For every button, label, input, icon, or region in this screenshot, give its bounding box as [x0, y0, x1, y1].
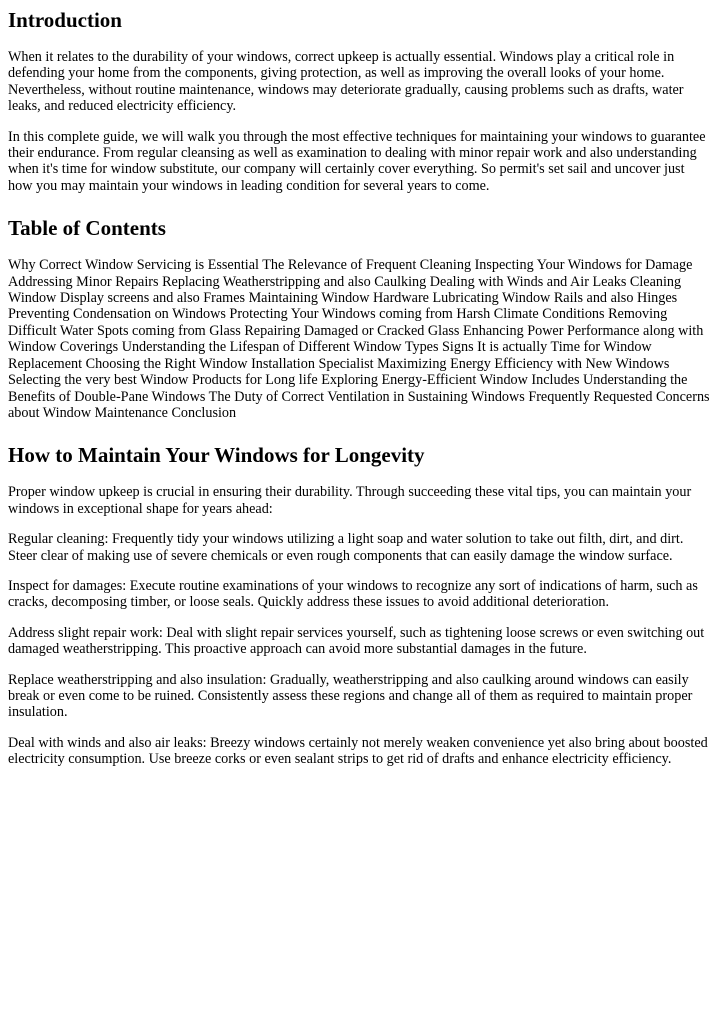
- intro-paragraph: When it relates to the durability of your windows, correct upkeep is actually essential. Windows play a critical role in defending your home from the components, giving protection, as well as improving the overall looks of your home. Nevertheless, without routine maintenance, windows may deteriorate gradually, causing problems such as drafts, water leaks, and reduced electricity efficiency.: [8, 49, 684, 115]
- maintain-paragraph: Deal with winds and also air leaks: Breezy windows certainly not merely weaken convenience yet also bring about boosted electricity consumption. Use breeze corks or even sealant strips to get rid of drafts and enhance electricity efficiency.: [8, 734, 708, 768]
- section-heading-table-of-contents: Table of Contents: [8, 216, 166, 241]
- maintain-paragraph: Inspect for damages: Execute routine examinations of your windows to recognize any sort of indications of harm, such as cracks, decomposing timber, or loose seals. Quickly address these issues to avoid additional deterioration.: [8, 577, 698, 611]
- intro-paragraph: In this complete guide, we will walk you through the most effective techniques for maintaining your windows to guarantee their endurance. From regular cleansing as well as examination to dealing with minor repair work and also understanding when it's time for window substitute, our company will certainly cover everything. So permit's set sail and uncover just how you may maintain your windows in leading condition for several years to come.: [8, 128, 706, 194]
- section-introduction: [8, 8, 712, 194]
- maintain-paragraph: Replace weatherstripping and also insulation: Gradually, weatherstripping and also caulking around windows can easily break or even come to be ruined. Consistently assess these regions and change all of them as required to maintain proper insulation.: [8, 671, 693, 721]
- section-heading-introduction: Introduction: [8, 8, 122, 32]
- section-how-to-maintain: [8, 443, 712, 767]
- maintain-paragraph: Address slight repair work: Deal with slight repair services yourself, such as tightening loose screws or even switching out damaged weatherstripping. This proactive approach can avoid more substantial damages in the future.: [8, 624, 705, 658]
- section-heading-how-to-maintain: How to Maintain Your Windows for Longevity: [8, 443, 425, 468]
- table-of-contents-list: Why Correct Window Servicing is Essential The Relevance of Frequent Cleaning Inspecting Your Windows for Damage Addressing Minor Repairs Replacing Weatherstripping and also Caulking Dealing with Winds and Air Leaks Cleaning Window Display screens and also Frames Maintaining Window Hardware Lubricating Window Rails and also Hinges Preventing Condensation on Windows Protecting Your Windows coming from Harsh Climate Conditions Removing Difficult Water Spots coming from Glass Repairing Damaged or Cracked Glass Enhancing Power Performance along with Window Coverings Understanding the Lifespan of Different Window Types Signs It is actually Time for Window Replacement Choosing the Right Window Installation Specialist Maximizing Energy Efficiency with New Windows Selecting the very best Window Products for Long life Exploring Energy-Efficient Window Includes Understanding the Benefits of Double-Pane Windows The Duty of Correct Ventilation in Sustaining Windows Frequently Requested Concerns about Window Maintenance Conclusion: [8, 257, 710, 421]
- maintain-paragraph: Regular cleaning: Frequently tidy your windows utilizing a light soap and water solution to take out filth, dirt, and dirt. Steer clear of making use of severe chemicals or even rough components that can easily damage the window surface.: [8, 531, 684, 564]
- section-table-of-contents: [8, 216, 712, 421]
- maintain-paragraph: Proper window upkeep is crucial in ensuring their durability. Through succeeding these vital tips, you can maintain your windows in exceptional shape for years ahead:: [8, 484, 692, 517]
